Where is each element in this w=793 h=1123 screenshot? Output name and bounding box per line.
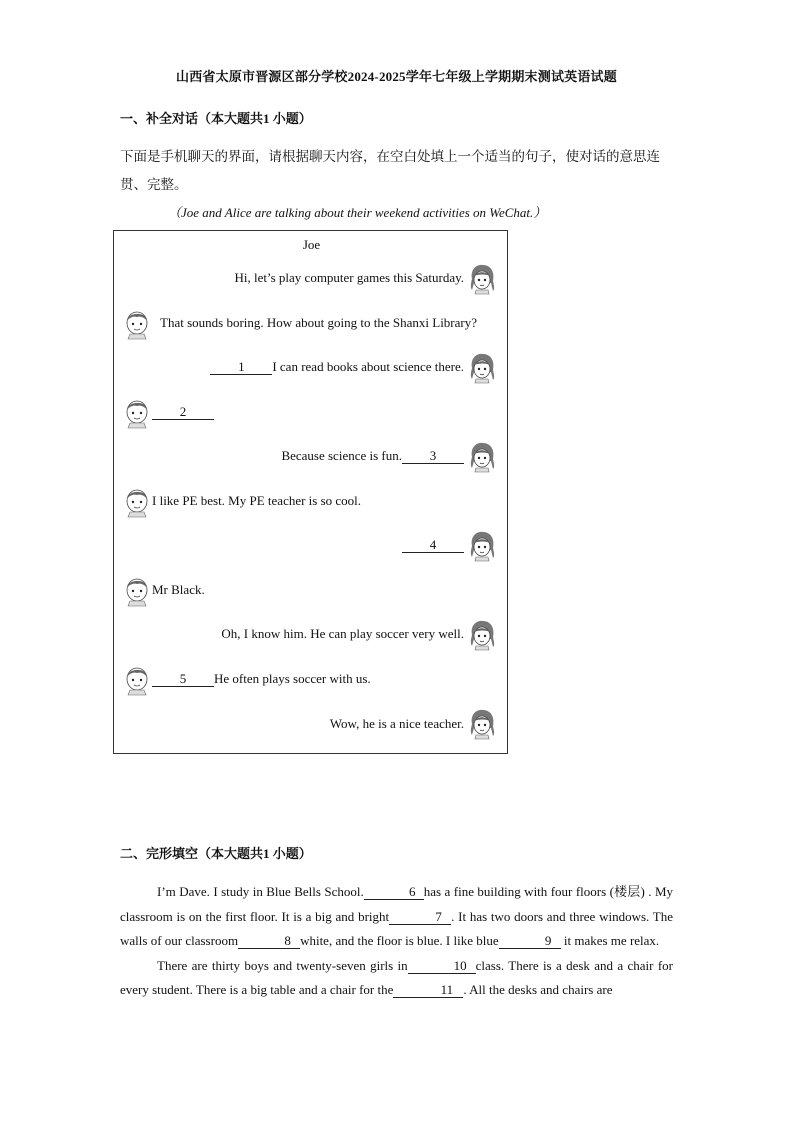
passage-text: There are thirty boys and twenty-seven girls in <box>157 957 408 973</box>
chat-message-4 <box>152 404 214 420</box>
boy-avatar-icon <box>122 397 152 429</box>
section-2-heading: 二、完形填空（本大题共1 小题） <box>120 846 312 861</box>
blank-9[interactable]: 9 <box>499 934 561 949</box>
passage-text: it makes me relax. <box>563 933 660 948</box>
message-text: That sounds boring. How about going to the Shanxi Library? <box>160 315 478 330</box>
passage-text: class. There is a desk and a chair for every student. There is a big table and a chair for the <box>120 957 673 997</box>
passage-text: . All the desks and chairs are <box>463 982 613 997</box>
cloze-paragraph-1 <box>120 880 673 954</box>
chat-message-10 <box>152 671 371 687</box>
cloze-passage <box>120 880 673 1003</box>
girl-avatar-icon <box>467 530 497 562</box>
chat-message-7 <box>402 537 464 553</box>
cloze-paragraph-2 <box>120 954 673 1003</box>
section-1-heading: 一、补全对话（本大题共1 小题） <box>120 111 312 126</box>
message-text: He often plays soccer with us. <box>214 671 371 686</box>
message-text: Mr Black. <box>152 582 205 597</box>
chat-context-note: （Joe and Alice are talking about their weekend activities on WeChat.） <box>168 205 547 220</box>
chat-window <box>113 230 508 754</box>
message-text: I can read books about science there. <box>272 359 464 374</box>
message-text: Wow, he is a nice teacher. <box>329 716 464 731</box>
girl-avatar-icon <box>467 263 497 295</box>
boy-avatar-icon <box>122 308 152 340</box>
chat-message-2 <box>160 315 477 331</box>
blank-8[interactable]: 8 <box>238 934 300 949</box>
message-text: Oh, I know him. He can play soccer very well. <box>221 626 464 641</box>
passage-text: I’m Dave. I study in Blue Bells School. <box>157 884 364 899</box>
blank-6[interactable]: 6 <box>364 885 424 900</box>
message-text: Because science is fun. <box>281 448 402 463</box>
chat-title: Joe <box>302 237 321 252</box>
chat-message-6 <box>152 493 361 509</box>
chat-message-8 <box>152 582 205 598</box>
boy-avatar-icon <box>122 664 152 696</box>
girl-avatar-icon <box>467 708 497 740</box>
blank-2[interactable]: 2 <box>152 405 214 420</box>
page-title: 山西省太原市晋源区部分学校2024-2025学年七年级上学期期末测试英语试题 <box>176 69 617 84</box>
chat-message-1 <box>235 270 465 286</box>
blank-1[interactable]: 1 <box>210 360 272 375</box>
girl-avatar-icon <box>467 352 497 384</box>
section-1-instruction: 下面是手机聊天的界面，请根据聊天内容，在空白处填上一个适当的句子，使对话的意思连贯、完整。 <box>120 149 660 192</box>
boy-avatar-icon <box>122 575 152 607</box>
message-text: Hi, let’s play computer games this Saturday. <box>234 270 464 285</box>
chat-message-5 <box>281 448 464 464</box>
blank-3[interactable]: 3 <box>402 449 464 464</box>
chat-message-9 <box>221 626 464 642</box>
blank-11[interactable]: 11 <box>393 983 463 998</box>
blank-10[interactable]: 10 <box>408 959 476 974</box>
chat-message-11 <box>330 716 464 732</box>
blank-7[interactable]: 7 <box>389 910 451 925</box>
blank-4[interactable]: 4 <box>402 538 464 553</box>
girl-avatar-icon <box>467 619 497 651</box>
chat-message-3 <box>210 359 464 375</box>
blank-5[interactable]: 5 <box>152 672 214 687</box>
passage-text: . It has two doors and three windows. The walls of our classroom <box>120 908 673 948</box>
passage-text: white, and the floor is blue. I like blue <box>300 933 499 948</box>
passage-text: has a fine building with four floors (楼层) . My classroom is on the first floor. It is a big and bright <box>120 884 674 924</box>
message-text: I like PE best. My PE teacher is so cool. <box>152 493 362 508</box>
boy-avatar-icon <box>122 486 152 518</box>
girl-avatar-icon <box>467 441 497 473</box>
